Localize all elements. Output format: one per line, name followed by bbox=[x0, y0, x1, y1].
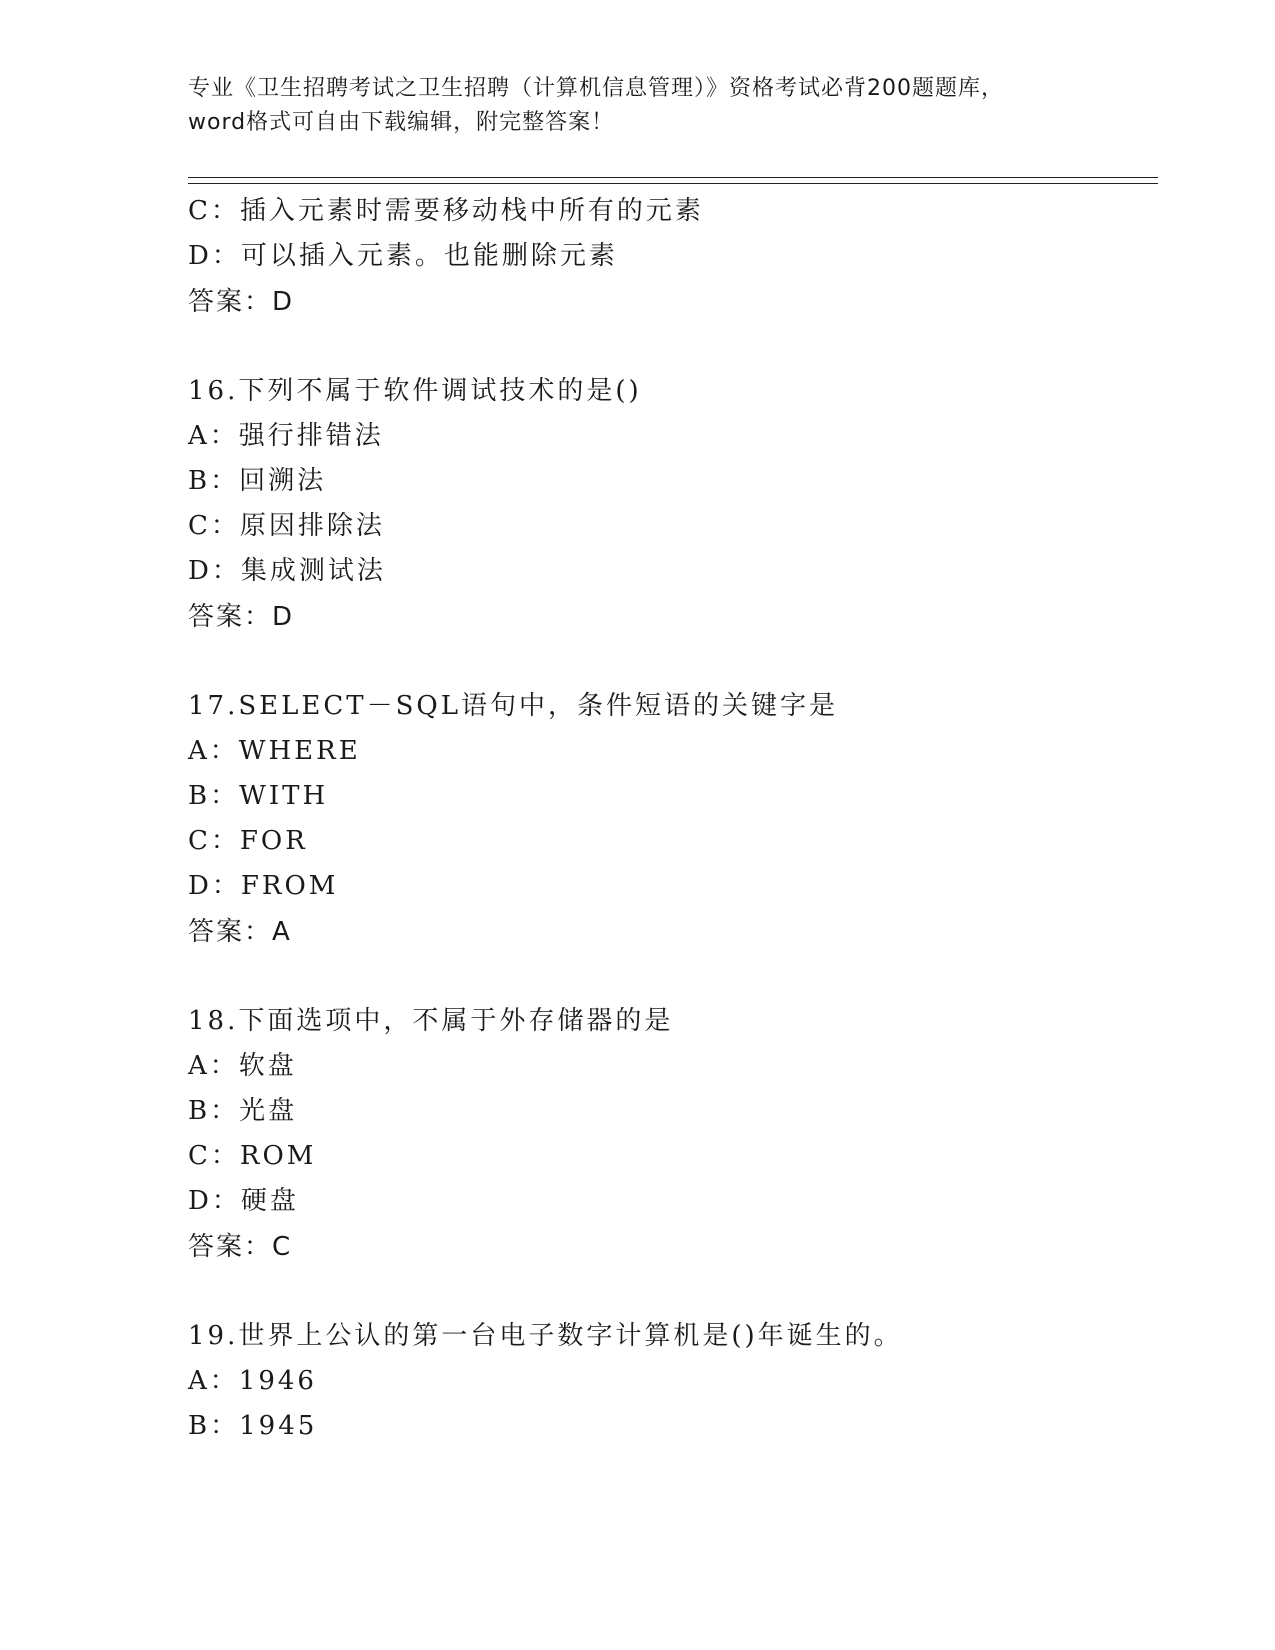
answer-line: 答案：D bbox=[188, 602, 295, 632]
answer-line: 答案：C bbox=[188, 1232, 293, 1262]
option-a: A：WHERE bbox=[188, 736, 361, 766]
option-b: B：WITH bbox=[188, 781, 329, 811]
question-stem: 16.下列不属于软件调试技术的是() bbox=[188, 376, 642, 406]
header-line-1: 专业《卫生招聘考试之卫生招聘（计算机信息管理）》资格考试必背200题题库， bbox=[188, 76, 1004, 101]
document-header bbox=[188, 72, 1088, 140]
header-rule-bottom bbox=[188, 183, 1158, 184]
option-d: D：硬盘 bbox=[188, 1186, 299, 1216]
answer-line: 答案：A bbox=[188, 917, 292, 947]
option-d: D：可以插入元素。也能删除元素 bbox=[188, 241, 618, 271]
option-b: B：回溯法 bbox=[188, 466, 327, 496]
option-c: C：插入元素时需要移动栈中所有的元素 bbox=[188, 196, 704, 226]
option-c: C：原因排除法 bbox=[188, 511, 385, 541]
option-b: B：光盘 bbox=[188, 1096, 298, 1126]
option-a: A：1946 bbox=[188, 1366, 317, 1396]
option-c: C：ROM bbox=[188, 1141, 317, 1171]
option-d: D：集成测试法 bbox=[188, 556, 386, 586]
option-a: A：强行排错法 bbox=[188, 421, 384, 451]
option-c: C：FOR bbox=[188, 826, 308, 856]
option-b: B：1945 bbox=[188, 1411, 318, 1441]
question-stem: 18.下面选项中，不属于外存储器的是 bbox=[188, 1006, 674, 1036]
option-a: A：软盘 bbox=[188, 1051, 297, 1081]
question-stem: 17.SELECT－SQL语句中，条件短语的关键字是 bbox=[188, 691, 839, 721]
header-rule-top bbox=[188, 177, 1158, 178]
answer-line: 答案：D bbox=[188, 287, 295, 317]
option-d: D：FROM bbox=[188, 871, 339, 901]
header-line-2: word格式可自由下载编辑，附完整答案！ bbox=[188, 110, 615, 135]
question-stem: 19.世界上公认的第一台电子数字计算机是()年诞生的。 bbox=[188, 1321, 903, 1351]
